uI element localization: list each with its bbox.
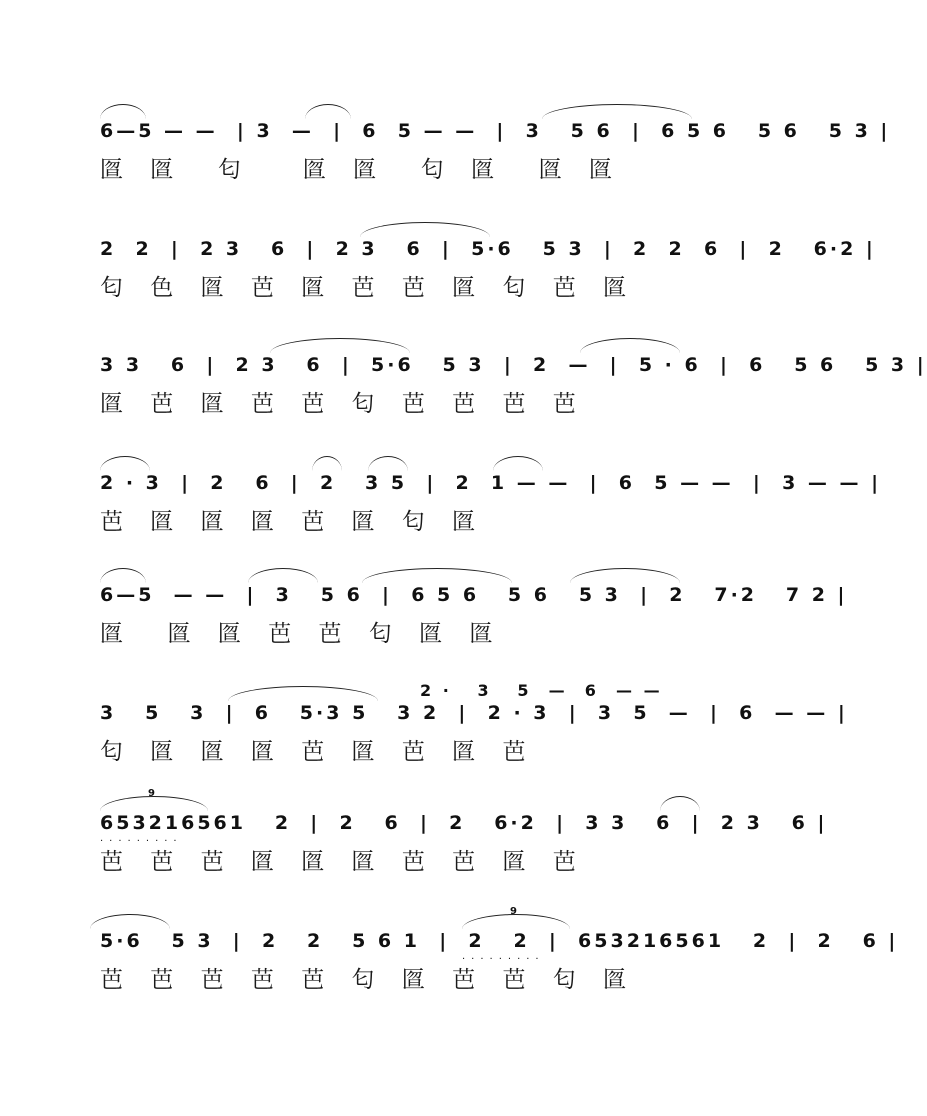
slur — [100, 456, 150, 471]
jianpu-notation: 6—5 — — | 3 5 6 | 6 5 6 5 6 5 3 | 2 7·2 7 2 | — [100, 584, 848, 606]
jianpu-notation: 3 3 6 | 2 3 6 | 5·6 5 3 | 2 — | 5 · 6 | 6 5 6 5 3 | — [100, 354, 927, 376]
lower-octave-dots: ········· — [100, 836, 183, 847]
slur — [312, 456, 342, 471]
guqin-tablature: 匂 匫 匫 匫 芭 匫 芭 匫 芭 — [100, 739, 536, 765]
slur — [248, 568, 318, 583]
slur — [100, 568, 146, 583]
guqin-tablature: 芭 芭 芭 芭 芭 匂 匫 芭 芭 匂 匫 — [100, 967, 637, 993]
slur — [368, 456, 408, 471]
guqin-tablature: 芭 匫 匫 匫 芭 匫 匂 匫 — [100, 509, 486, 535]
slur — [90, 914, 170, 929]
jianpu-notation: 3 5 3 | 6 5·3 5 3 2 | 2 · 3 | 3 5 — | 6 — — | — [100, 702, 848, 724]
score-line-2 — [100, 236, 876, 306]
jianpu-variant: 2 · 3 5 — 6 — — — [420, 681, 663, 700]
tuplet-number: 9 — [510, 906, 517, 917]
guqin-tablature: 芭 芭 芭 匫 匫 匫 芭 芭 匫 芭 — [100, 849, 586, 875]
slur — [100, 104, 146, 119]
jianpu-notation: 2 2 | 2 3 6 | 2 3 6 | 5·6 5 3 | 2 2 6 | 2 6·2 | — [100, 238, 876, 260]
score-line-6 — [100, 681, 848, 770]
tuplet-number: 9 — [148, 788, 155, 799]
slur — [270, 338, 410, 353]
slur — [542, 104, 692, 119]
slur — [570, 568, 680, 583]
lower-octave-dots: ········· — [462, 954, 545, 965]
slur — [228, 686, 378, 701]
slur — [493, 456, 543, 471]
jianpu-notation: 653216561 2 | 2 6 | 2 6·2 | 3 3 6 | 2 3 6 | — [100, 812, 828, 834]
slur — [305, 104, 351, 119]
score-line-1 — [100, 118, 891, 188]
score-line-7 — [100, 788, 828, 880]
slur — [360, 222, 490, 237]
guqin-tablature: 匫 匫 匫 芭 芭 匂 匫 匫 — [100, 621, 503, 647]
guqin-tablature: 匂 色 匫 芭 匫 芭 芭 匫 匂 芭 匫 — [100, 275, 637, 301]
guqin-tablature: 匫 芭 匫 芭 芭 匂 芭 芭 芭 芭 — [100, 391, 586, 417]
jianpu-notation: 5·6 5 3 | 2 2 5 6 1 | 2 2 | 653216561 2 | 2 6 | — [100, 930, 899, 952]
slur — [580, 338, 680, 353]
slur — [660, 796, 700, 811]
score-line-3 — [100, 352, 927, 422]
jianpu-notation: 6—5 — — | 3 — | 6 5 — — | 3 5 6 | 6 5 6 5 6 5 3 | — [100, 120, 891, 142]
score-line-5 — [100, 582, 848, 652]
score-line-4 — [100, 470, 882, 540]
jianpu-notation: 2 · 3 | 2 6 | 2 3 5 | 2 1 — — | 6 5 — — | 3 — — | — [100, 472, 882, 494]
guqin-tablature: 匫 匫 匂 匫 匫 匂 匫 匫 匫 — [100, 157, 623, 183]
slur — [362, 568, 512, 583]
score-line-8 — [100, 906, 899, 998]
